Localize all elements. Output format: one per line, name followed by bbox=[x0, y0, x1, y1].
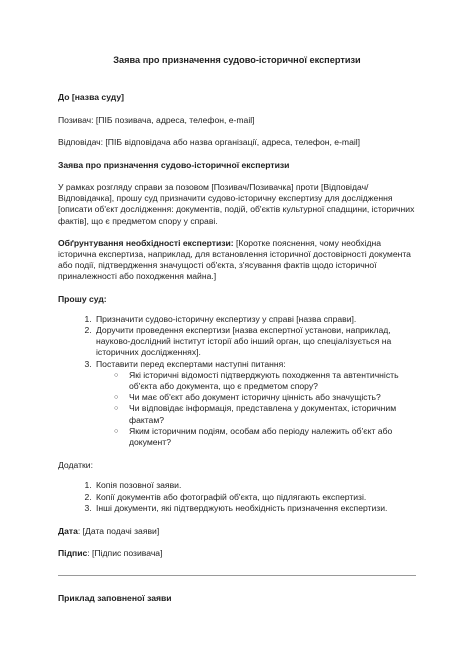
justification-label: Обґрунтування необхідності експертизи: bbox=[58, 237, 234, 248]
document-title: Заява про призначення судово-історичної експертизи bbox=[113, 55, 361, 65]
date-label: Дата bbox=[58, 526, 78, 537]
signature-label: Підпис bbox=[58, 548, 88, 559]
requests-title: Прошу суд: bbox=[58, 293, 107, 304]
section-title: Заява про призначення судово-історичної експертизи bbox=[58, 159, 290, 170]
justification-paragraph bbox=[58, 238, 416, 283]
request-item-text: Поставити перед експертами наступні питання: bbox=[96, 358, 286, 369]
attachment-item: 1. Копія позовної заяви. bbox=[94, 480, 416, 491]
date-value: : [Дата подачі заяви] bbox=[77, 526, 160, 537]
intro-paragraph: У рамках розгляду справи за позовом [Позивач/Позивачка] проти [Відповідач/Відповідачка], прошу суд призначити судово-історичну експертизу для дослідження [описати об'єкт дослідження: документів, подій, об'єктів культурної спадщини, історичних фактів], що є предметом спору у справі. bbox=[58, 182, 415, 226]
plaintiff-line: Позивач: [ПІБ позивача, адреса, телефон, e-mail] bbox=[58, 115, 255, 126]
requests-list bbox=[58, 314, 416, 448]
question-item: ○ Чи має об'єкт або документ історичну цінність або значущість? bbox=[127, 392, 416, 403]
signature-line bbox=[58, 548, 416, 559]
attachments-list bbox=[58, 480, 416, 514]
attachment-item: 2. Копії документів або фотографій об'єкта, що підлягають експертизі. bbox=[94, 492, 416, 503]
court-addressee: До [назва суду] bbox=[58, 92, 124, 103]
example-title: Приклад заповненої заяви bbox=[58, 592, 172, 603]
attachments-title: Додатки: bbox=[58, 460, 93, 471]
question-item: ○ Які історичні відомості підтверджують походження та автентичність об'єкта або документа, що є предметом спору? bbox=[127, 370, 416, 392]
request-item: 2. Доручити проведення експертизи [назва експертної установи, наприклад, науково-дослідний інститут історії або інший орган, що спеціалізується на історичних дослідженнях]. bbox=[94, 325, 416, 359]
question-item: ○ Чи відповідає інформація, представлена у документах, історичним фактам? bbox=[127, 403, 416, 425]
date-line bbox=[58, 526, 416, 537]
separator-line bbox=[58, 575, 416, 576]
justification-text: [Коротке пояснення, чому необхідна історична експертиза, наприклад, для встановлення історичної достовірності документа або події, підтвердження значущості об'єкта, з'ясування фактів щодо історичної приналежності або походження майна.] bbox=[58, 237, 411, 282]
defendant-line: Відповідач: [ПІБ відповідача або назва організації, адреса, телефон, e-mail] bbox=[58, 136, 361, 147]
request-item bbox=[94, 359, 416, 449]
question-item: ○ Яким історичним подіям, особам або періоду належить об'єкт або документ? bbox=[127, 426, 416, 448]
request-item: 1. Призначити судово-історичну експертизу у справі [назва справи]. bbox=[94, 314, 416, 325]
attachment-item: 3. Інші документи, які підтверджують необхідність призначення експертизи. bbox=[94, 503, 416, 514]
signature-value: : [Підпис позивача] bbox=[87, 548, 163, 559]
expert-questions-list bbox=[96, 370, 416, 448]
